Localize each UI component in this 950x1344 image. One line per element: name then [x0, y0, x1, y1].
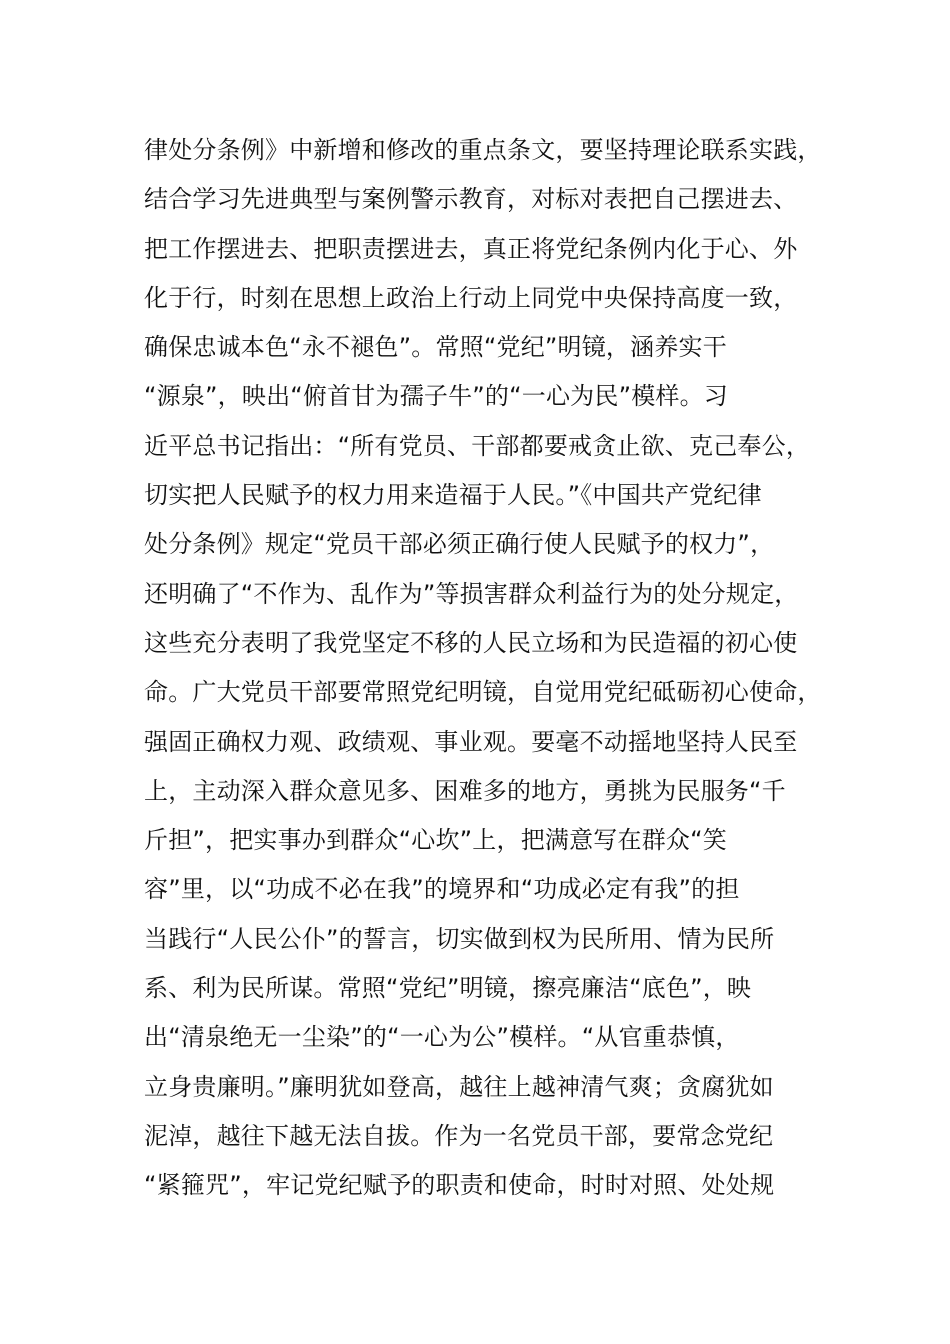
text-line: 近平总书记指出：“所有党员、干部都要戒贪止欲、克己奉公， [144, 431, 811, 460]
text-line: 律处分条例》中新增和修改的重点条文，要坚持理论联系实践， [144, 136, 822, 164]
text-line: 出“清泉绝无一尘染”的“一心为公”模样。“从官重恭慎， [144, 1023, 740, 1052]
text-line: 立身贵廉明。”廉明犹如登高，越往上越神清气爽；贪腐犹如 [144, 1072, 774, 1101]
text-line: “紧箍咒”，牢记党纪赋予的职责和使命，时时对照、处处规 [144, 1171, 775, 1200]
text-line: 泥淖，越往下越无法自拔。作为一名党员干部，要常念党纪 [144, 1121, 774, 1150]
text-line: 还明确了“不作为、乱作为”等损害群众利益行为的处分规定， [144, 579, 799, 608]
text-line: 容”里，以“功成不必在我”的境界和“功成必定有我”的担 [144, 875, 740, 904]
text-line: 切实把人民赋予的权力用来造福于人民。”《中国共产党纪律 [144, 481, 762, 510]
text-line: “源泉”，映出“俯首甘为孺子牛”的“一心为民”模样。习 [144, 382, 728, 411]
text-line: 强固正确权力观、政绩观、事业观。要毫不动摇地坚持人民至 [144, 727, 798, 756]
text-line: 上，主动深入群众意见多、困难多的地方，勇挑为民服务“千 [144, 776, 786, 805]
text-line: 命。广大党员干部要常照党纪明镜，自觉用党纪砥砺初心使命， [144, 678, 822, 707]
text-line: 化于行，时刻在思想上政治上行动上同党中央保持高度一致， [144, 283, 798, 312]
text-line: 斤担”，把实事办到群众“心坎”上，把满意写在群众“笑 [144, 826, 727, 855]
text-line: 把工作摆进去、把职责摆进去，真正将党纪条例内化于心、外 [144, 234, 798, 263]
body-text [144, 126, 824, 1211]
text-line: 结合学习先进典型与案例警示教育，对标对表把自己摆进去、 [144, 185, 798, 214]
text-line: 确保忠诚本色“永不褪色”。常照“党纪”明镜，涵养实干 [144, 333, 727, 362]
text-line: 处分条例》规定“党员干部必须正确行使人民赋予的权力”， [144, 530, 775, 559]
text-line: 这些充分表明了我党坚定不移的人民立场和为民造福的初心使 [144, 628, 798, 657]
text-line: 系、利为民所谋。常照“党纪”明镜，擦亮廉洁“底色”，映 [144, 974, 752, 1003]
text-line: 当践行“人民公仆”的誓言，切实做到权为民所用、情为民所 [144, 924, 775, 953]
